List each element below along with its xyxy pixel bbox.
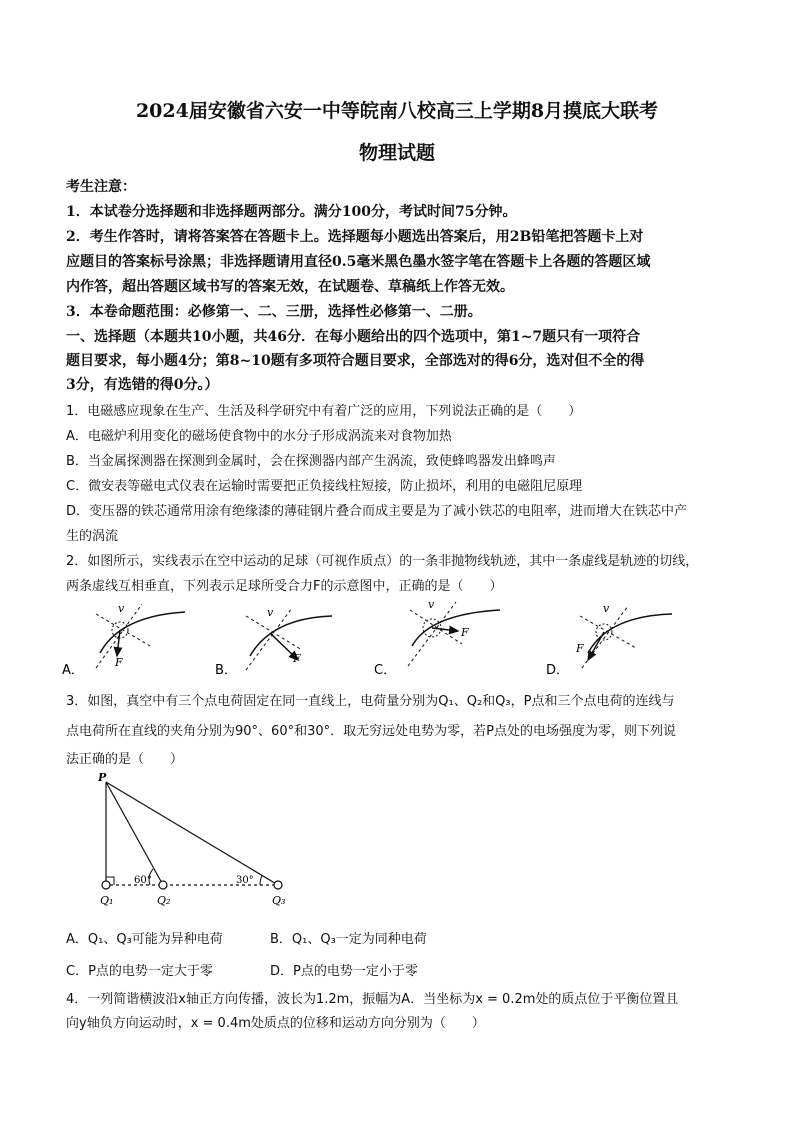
q1-label: Q₁ bbox=[100, 894, 114, 907]
q2-option-label: A． bbox=[62, 663, 84, 678]
force-label: F bbox=[115, 656, 123, 669]
velocity-label: v bbox=[603, 602, 610, 615]
charge-q1 bbox=[102, 881, 110, 889]
velocity-label: v bbox=[428, 598, 435, 611]
q2-figure-c bbox=[408, 598, 500, 666]
charge-q3 bbox=[274, 881, 282, 889]
charge-q2 bbox=[159, 881, 167, 889]
q2-stem: 2．如图所示，实线表示在空中运动的足球（可视作质点）的一条非抛物线轨迹，其中一条虚线是轨迹的切线， bbox=[66, 554, 699, 569]
q1-stem: 1．电磁感应现象在生产、生活及科学研究中有着广泛的应用，下列说法正确的是（ ） bbox=[66, 404, 582, 419]
velocity-label: v bbox=[267, 606, 274, 619]
p-to-q2-line bbox=[106, 782, 163, 885]
q3-stem: 3．如图，真空中有三个点电荷固定在同一直线上，电荷量分别为Q₁、Q₂和Q₃，P点和三个点电荷的连线与 bbox=[66, 694, 675, 709]
section-heading: 3分，有选错的得0分。） bbox=[66, 377, 219, 393]
exam-subtitle: 物理试题 bbox=[358, 142, 435, 164]
force-label: F bbox=[293, 652, 301, 665]
q1-option: A．电磁炉利用变化的磁场使食物中的水分子形成涡流来对食物加热 bbox=[66, 429, 452, 444]
point-p-label: P bbox=[98, 771, 107, 784]
q2-figure-d bbox=[575, 602, 672, 668]
q3-stem: 点电荷所在直线的夹角分别为90°、60°和30°．取无穷远处电势为零，若P点处的电场强度为零，则下列说 bbox=[66, 724, 676, 739]
notice-line: 内作答，超出答题区域书写的答案无效，在试题卷、草稿纸上作答无效。 bbox=[66, 279, 514, 295]
p-to-q3-line bbox=[106, 782, 278, 885]
notice-line: 2．考生作答时，请将答案答在答题卡上。选择题每小题选出答案后，用2B铅笔把答题卡上对 bbox=[66, 229, 644, 245]
q2-option-label: D． bbox=[546, 663, 570, 678]
angle-30-label: 30° bbox=[236, 875, 254, 886]
q1-option: 生的涡流 bbox=[66, 529, 119, 544]
q1-option: D．变压器的铁芯通常用涂有绝缘漆的薄硅钢片叠合而成主要是为了减小铁芯的电阻率，进而增大在铁芯中产 bbox=[66, 504, 688, 519]
q2-option-label: B． bbox=[215, 663, 237, 678]
q2-figure-a bbox=[96, 602, 185, 669]
force-label: F bbox=[576, 642, 584, 655]
q2-stem: 两条虚线互相垂直，下列表示足球所受合力F的示意图中，正确的是（ ） bbox=[66, 579, 503, 594]
q2-figures bbox=[60, 598, 750, 683]
section-heading: 一、选择题（本题共10小题，共46分．在每小题给出的四个选项中，第1~7题只有一项符合 bbox=[66, 329, 641, 345]
q3-label: Q₃ bbox=[272, 894, 286, 907]
q3-figure bbox=[90, 770, 310, 910]
notice-line: 3．本卷命题范围：必修第一、二、三册，选择性必修第一、二册。 bbox=[66, 304, 482, 320]
notice-line: 应题目的答案标号涂黑；非选择题请用直径0.5毫米黑色墨水签字笔在答题卡上各题的答题区域 bbox=[66, 254, 651, 270]
q1-option: B．当金属探测器在探测到金属时，会在探测器内部产生涡流，致使蜂鸣器发出蜂鸣声 bbox=[66, 454, 556, 469]
section-heading: 题目要求，每小题4分；第8~10题有多项符合题目要求，全部选对的得6分，选对但不全的得 bbox=[66, 353, 645, 369]
exam-title: 2024届安徽省六安一中等皖南八校高三上学期8月摸底大联考 bbox=[135, 100, 659, 122]
q3-option: C．P点的电势一定大于零 bbox=[66, 964, 213, 979]
q4-stem: 向y轴负方向运动时，x = 0.4m处质点的位移和运动方向分别为（ ） bbox=[66, 1016, 485, 1031]
q3-option: B．Q₁、Q₃一定为同种电荷 bbox=[270, 932, 427, 947]
force-label: F bbox=[461, 626, 469, 639]
q3-option: A．Q₁、Q₃可能为异种电荷 bbox=[66, 932, 223, 947]
q4-stem: 4．一列简谐横波沿x轴正方向传播，波长为1.2m，振幅为A．当坐标为x = 0.2m处的质点位于平衡位置且 bbox=[66, 992, 679, 1007]
q3-stem: 法正确的是（ ） bbox=[66, 752, 184, 767]
q3-option: D．P点的电势一定小于零 bbox=[270, 964, 418, 979]
angle-30-arc bbox=[260, 876, 262, 885]
q2-option-label: C． bbox=[374, 663, 397, 678]
angle-60-label: 60° bbox=[134, 875, 152, 886]
q2-figure-b bbox=[246, 606, 332, 670]
notice-line: 1．本试卷分选择题和非选择题两部分。满分100分，考试时间75分钟。 bbox=[66, 204, 517, 220]
notice-heading: 考生注意： bbox=[66, 179, 136, 195]
q2-label: Q₂ bbox=[157, 894, 171, 907]
q1-option: C．微安表等磁电式仪表在运输时需要把正负接线柱短接，防止损坏，利用的电磁阻尼原理 bbox=[66, 479, 583, 494]
velocity-label: v bbox=[118, 602, 125, 615]
